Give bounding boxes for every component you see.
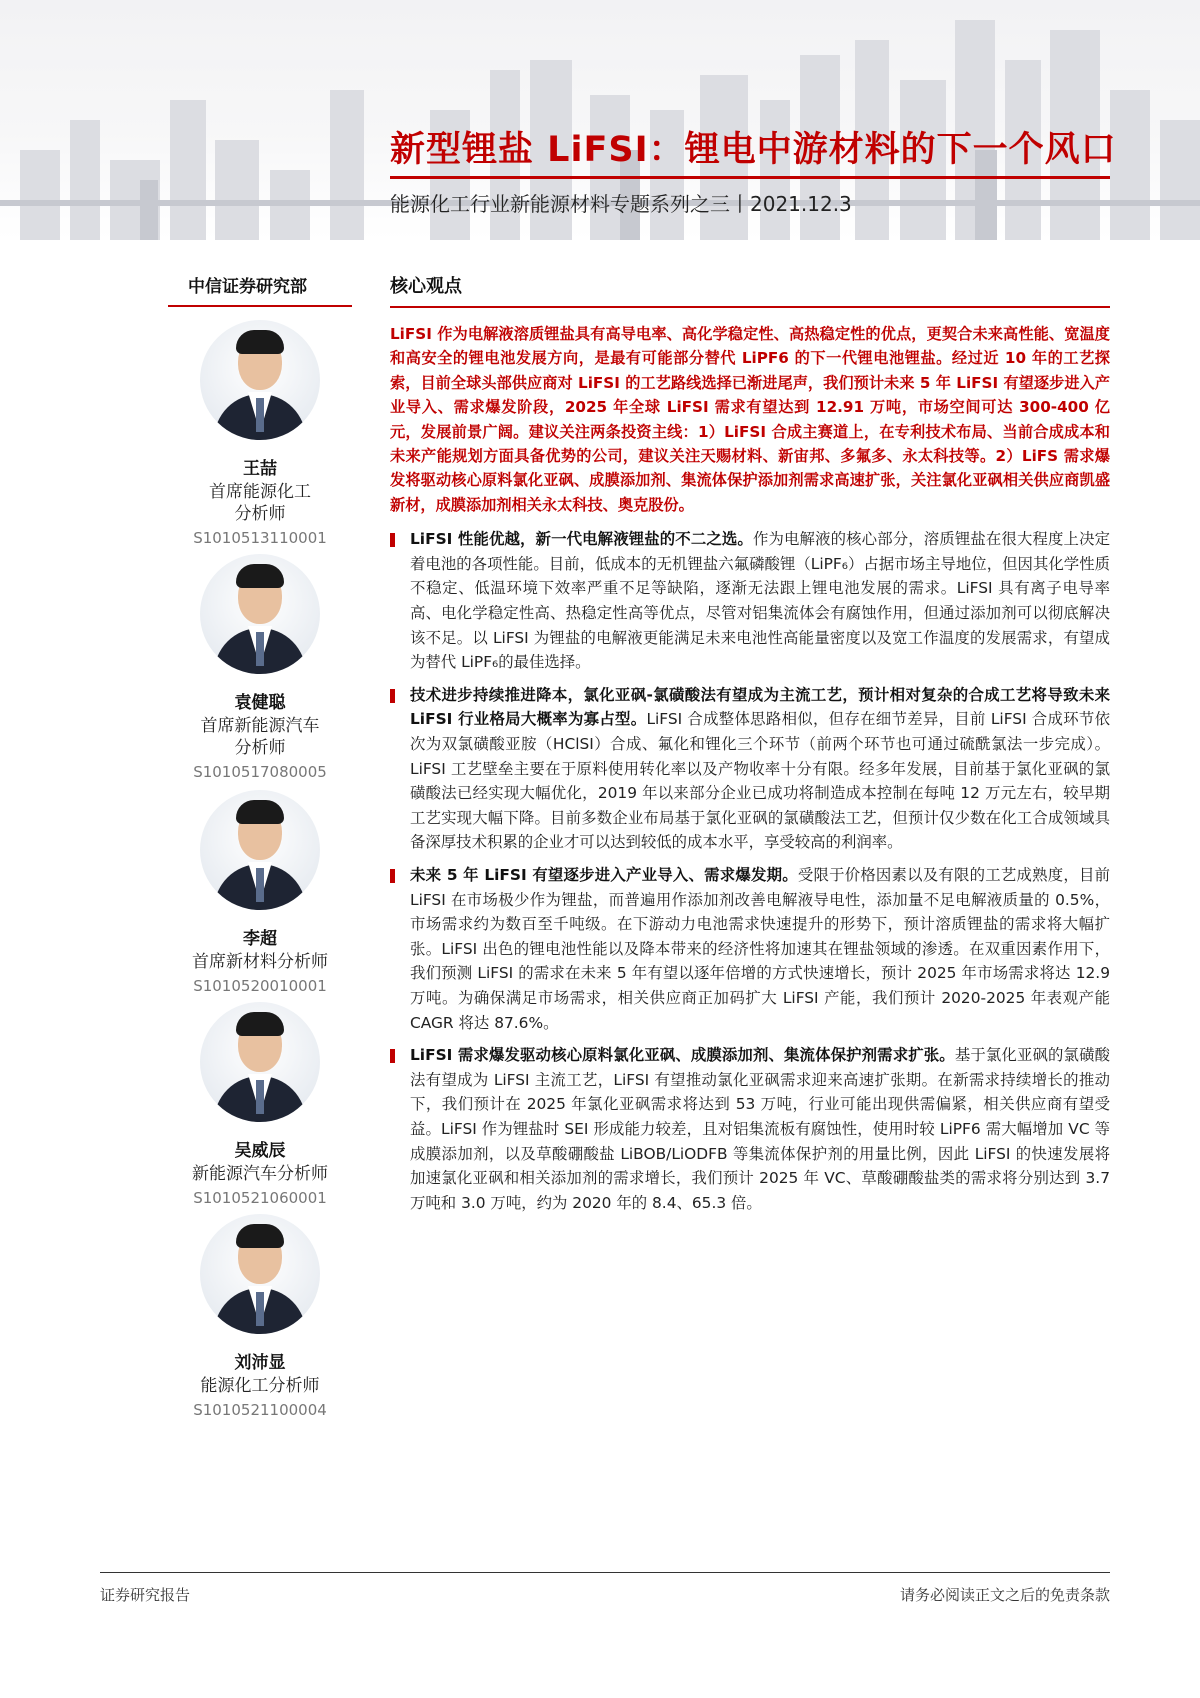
footer-report-type: 证券研究报告 — [100, 1586, 191, 1604]
key-point-heading: 技术进步持续推进降本，氯化亚砜-氯磺酸法有望成为主流工艺，预计相对复杂的合成工艺将导致未来 LiFSI 行业格局大概率为寡占型。 — [410, 685, 1110, 729]
analyst-cert-number: S1010521100004 — [193, 1401, 327, 1419]
footer-disclaimer-link: 请务必阅读正文之后的免责条款 — [899, 1586, 1110, 1604]
analyst-card — [168, 1002, 352, 1207]
analyst-cert-number: S1010521060001 — [193, 1189, 327, 1207]
department-label: 中信证券研究部 — [188, 277, 307, 297]
report-title: 新型锂盐 LiFSI：锂电中游材料的下一个风口 — [390, 130, 1117, 170]
analyst-card — [168, 554, 352, 781]
analyst-role: 首席新能源汽车 分析师 — [200, 716, 320, 758]
analyst-name: 袁健聪 — [234, 693, 286, 713]
analyst-card — [168, 790, 352, 995]
bullet-marker-icon — [390, 1049, 395, 1063]
analyst-role: 首席能源化工 分析师 — [209, 482, 311, 524]
analyst-photo — [200, 554, 320, 674]
analyst-card — [168, 1214, 352, 1419]
key-point-heading: LiFSI 性能优越，新一代电解液锂盐的不二之选。 — [410, 530, 753, 549]
analyst-cert-number: S1010517080005 — [193, 763, 327, 781]
key-point — [390, 1043, 1110, 1215]
key-point-body: LiFSI 合成整体思路相似，但存在细节差异，目前 LiFSI 合成环节依次为双氯磺酸亚胺（HClSI）合成、氟化和锂化三个环节（前两个环节也可通过硫酰氯法一步完成）。LiFSI 工艺壁垒主要在于原料使用转化率以及产物收率十分有限。经多年发展，目前基于氯化亚砜的氯磺酸法已经实现大幅优化，2019 年以来部分企业已成功将制造成本控制在每吨 12 万元左右，较早期工艺实现大幅下降。目前多数企业布局基于氯化亚砜的氯磺酸法工艺，但预计仅少数在化工合成领域具备深厚技术积累的企业才可以达到较低的成本水平，享受较高的利润率。 — [410, 710, 1110, 852]
analyst-photo — [200, 1002, 320, 1122]
key-points-list — [390, 527, 1110, 1215]
analyst-name: 刘沛显 — [234, 1353, 286, 1373]
analyst-name: 王喆 — [243, 459, 277, 479]
footer-divider — [100, 1572, 1110, 1573]
analyst-role: 能源化工分析师 — [200, 1376, 320, 1396]
title-divider — [390, 176, 1110, 179]
key-point-heading: 未来 5 年 LiFSI 有望逐步进入产业导入、需求爆发期。 — [410, 865, 798, 884]
analyst-role: 首席新材料分析师 — [192, 952, 328, 972]
key-point — [390, 863, 1110, 1035]
key-point — [390, 683, 1110, 855]
analyst-name: 李超 — [243, 929, 277, 949]
report-subtitle: 能源化工行业新能源材料专题系列之三丨2021.12.3 — [390, 192, 852, 216]
analyst-card — [168, 320, 352, 547]
key-point-body: 作为电解液的核心部分，溶质锂盐在很大程度上决定着电池的各项性能。目前，低成本的无机锂盐六氟磷酸锂（LiPF₆）占据市场主导地位，但因其化学性质不稳定、低温环境下效率严重不足等缺陷，逐渐无法跟上锂电池发展的需求。LiFSI 具有离子电导率高、电化学稳定性高、热稳定性高等优点，尽管对铝集流体会有腐蚀作用，但通过添加剂可以彻底解决该不足。以 LiFSI 为锂盐的电解液更能满足未来电池性高能量密度以及宽工作温度的发展需求，有望成为替代 LiPF₆的最佳选择。 — [410, 530, 1110, 672]
key-point-body: 基于氯化亚砜的氯磺酸法有望成为 LiFSI 主流工艺，LiFSI 有望推动氯化亚砜需求迎来高速扩张期。在新需求持续增长的推动下，我们预计在 2025 年氯化亚砜需求将达到 53 万吨，行业可能出现供需偏紧，相关供应商有望受益。LiFSI 作为锂盐时 SEI 形成能力较差，且对铝集流板有腐蚀性，使用时较 LiPF6 需大幅增加 VC 等成膜添加剂，以及草酸硼酸盐 LiBOB/LiODFB 等集流体保护剂的用量比例，因此 LiFSI 的快速发展将加速氯化亚砜和相关添加剂的需求增长，我们预计 2025 年 VC、草酸硼酸盐类的需求将分别达到 3.7 万吨和 3.0 万吨，约为 2020 年的 8.4、65.3 倍。 — [410, 1046, 1110, 1212]
analyst-photo — [200, 790, 320, 910]
analyst-photo — [200, 320, 320, 440]
bullet-marker-icon — [390, 869, 395, 883]
bullet-marker-icon — [390, 689, 395, 703]
analyst-sidebar — [168, 272, 352, 1419]
core-divider — [390, 306, 1110, 308]
key-point — [390, 527, 1110, 675]
core-heading: 核心观点 — [390, 276, 462, 297]
analyst-cert-number: S1010513110001 — [193, 529, 327, 547]
core-summary: LiFSI 作为电解液溶质锂盐具有高导电率、高化学稳定性、高热稳定性的优点，更契合未来高性能、宽温度和高安全的锂电池发展方向，是最有可能部分替代 LiPF6 的下一代锂电池锂盐。经过近 10 年的工艺探索，目前全球头部供应商对 LiFSI 的工艺路线选择已渐进尾声，我们预计未来 5 年 LiFSI 有望逐步进入产业导入、需求爆发阶段，2025 年全球 LiFSI 需求有望达到 12.91 万吨，市场空间可达 300-400 亿元，发展前景广阔。建议关注两条投资主线：1）LiFSI 合成主赛道上，在专利技术布局、当前合成成本和未来产能规划方面具备优势的公司，建议关注天赐材料、新宙邦、多氟多、永太科技等。2）LiFS 需求爆发将驱动核心原料氯化亚砜、成膜添加剂、集流体保护添加剂需求高速扩张，关注氯化亚砜相关供应商凯盛新材，成膜添加剂相关永太科技、奥克股份。 — [390, 325, 1110, 514]
key-point-body: 受限于价格因素以及有限的工艺成熟度，目前 LiFSI 在市场极少作为锂盐，而普遍用作添加剂改善电解液导电性，添加量不足电解液质量的 0.5%，市场需求约为数百至千吨级。在下游动力电池需求快速提升的形势下，预计溶质锂盐的需求将大幅扩张。LiFSI 出色的锂电池性能以及降本带来的经济性将加速其在锂盐领域的渗透。在双重因素作用下，我们预测 LiFSI 的需求在未来 5 年有望以逐年倍增的方式快速增长，预计 2025 年市场需求将达 12.9 万吨。为确保满足市场需求，相关供应商正加码扩大 LiFSI 产能，我们预计 2020-2025 年表观产能 CAGR 将达 87.6%。 — [410, 865, 1110, 1032]
core-viewpoints — [390, 272, 1110, 1223]
analyst-role: 新能源汽车分析师 — [192, 1164, 328, 1184]
analyst-name: 吴威辰 — [234, 1141, 286, 1161]
bullet-marker-icon — [390, 533, 395, 547]
key-point-heading: LiFSI 需求爆发驱动核心原料氯化亚砜、成膜添加剂、集流体保护剂需求扩张。 — [410, 1046, 955, 1065]
sidebar-divider — [168, 305, 352, 307]
analyst-photo — [200, 1214, 320, 1334]
analyst-cert-number: S1010520010001 — [193, 977, 327, 995]
